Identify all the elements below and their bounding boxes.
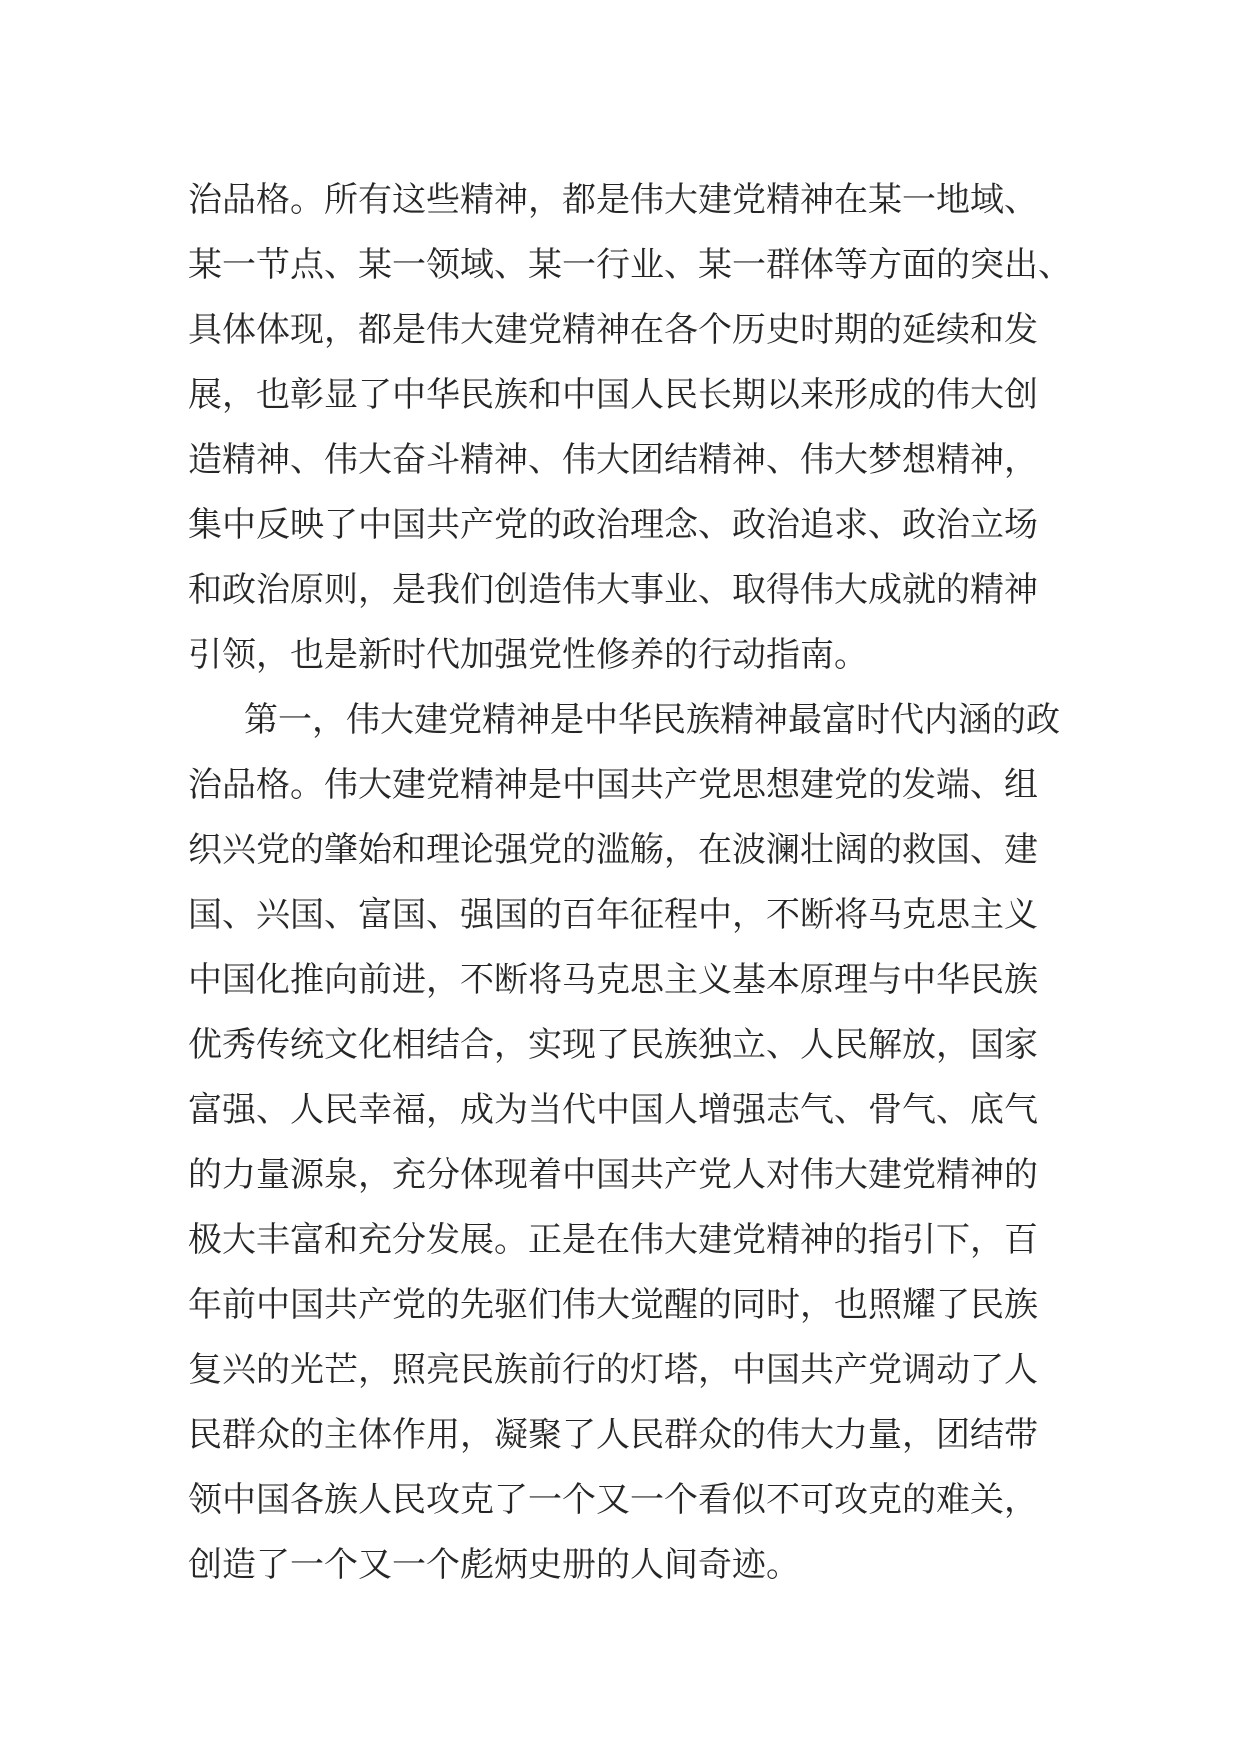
text-line: 极大丰富和充分发展。正是在伟大建党精神的指引下，百 (188, 1220, 1038, 1260)
text-line: 织兴党的肇始和理论强党的滥觞，在波澜壮阔的救国、建 (188, 830, 1038, 870)
text-line: 国、兴国、富国、强国的百年征程中，不断将马克思主义 (188, 895, 1038, 935)
text-line: 造精神、伟大奋斗精神、伟大团结精神、伟大梦想精神， (188, 440, 1038, 480)
body-text (188, 168, 1072, 1598)
paragraph (188, 688, 1068, 1598)
text-line: 第一，伟大建党精神是中华民族精神最富时代内涵的政 (244, 700, 1060, 740)
text-line: 创造了一个又一个彪炳史册的人间奇迹。 (188, 1545, 800, 1585)
text-line: 富强、人民幸福，成为当代中国人增强志气、骨气、底气 (188, 1090, 1038, 1130)
text-line: 集中反映了中国共产党的政治理念、政治追求、政治立场 (188, 505, 1038, 545)
text-line: 年前中国共产党的先驱们伟大觉醒的同时，也照耀了民族 (188, 1285, 1038, 1325)
text-line: 复兴的光芒，照亮民族前行的灯塔，中国共产党调动了人 (188, 1350, 1038, 1390)
text-line: 引领，也是新时代加强党性修养的行动指南。 (188, 635, 868, 675)
text-line: 具体体现，都是伟大建党精神在各个历史时期的延续和发 (188, 310, 1038, 350)
text-line: 民群众的主体作用，凝聚了人民群众的伟大力量，团结带 (188, 1415, 1038, 1455)
text-line: 中国化推向前进，不断将马克思主义基本原理与中华民族 (188, 960, 1038, 1000)
text-line: 治品格。所有这些精神，都是伟大建党精神在某一地域、 (188, 180, 1038, 220)
text-line: 的力量源泉，充分体现着中国共产党人对伟大建党精神的 (188, 1155, 1038, 1195)
text-line: 优秀传统文化相结合，实现了民族独立、人民解放，国家 (188, 1025, 1038, 1065)
text-line: 某一节点、某一领域、某一行业、某一群体等方面的突出、 (188, 245, 1072, 285)
text-line: 治品格。伟大建党精神是中国共产党思想建党的发端、组 (188, 765, 1038, 805)
text-line: 领中国各族人民攻克了一个又一个看似不可攻克的难关， (188, 1480, 1038, 1520)
text-line: 和政治原则，是我们创造伟大事业、取得伟大成就的精神 (188, 570, 1038, 610)
paragraph (188, 168, 1072, 688)
text-line: 展，也彰显了中华民族和中国人民长期以来形成的伟大创 (188, 375, 1038, 415)
